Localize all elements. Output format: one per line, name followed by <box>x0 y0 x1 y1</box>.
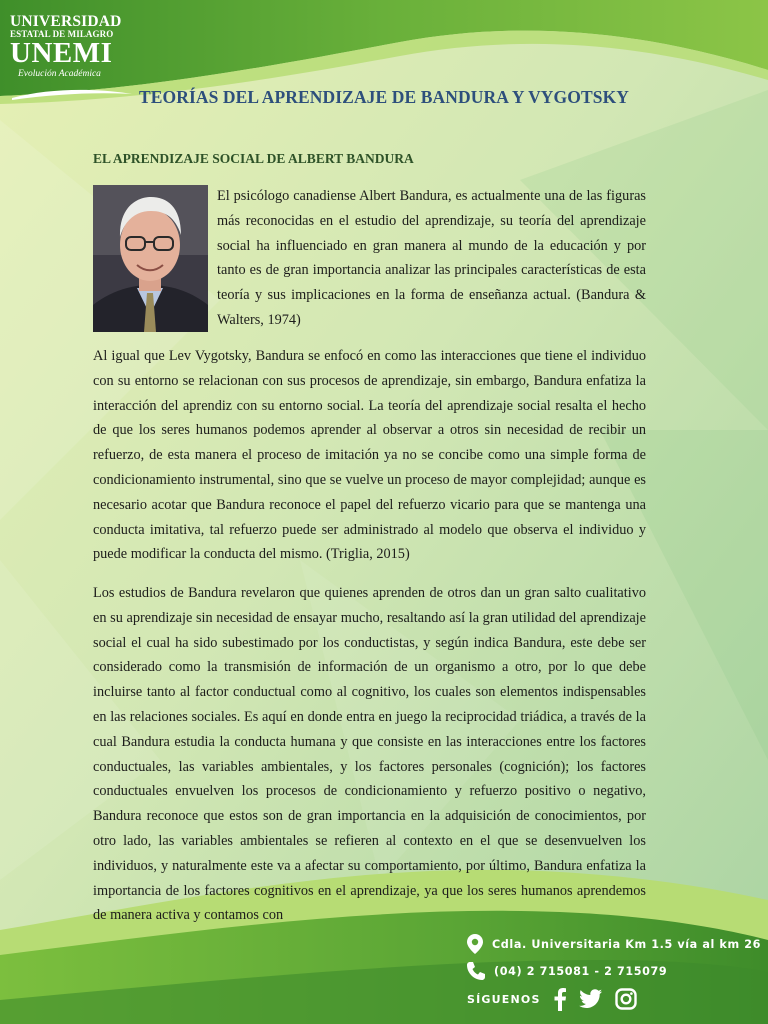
footer-address <box>466 933 761 955</box>
section-heading: EL APRENDIZAJE SOCIAL DE ALBERT BANDURA <box>93 151 414 166</box>
location-pin-icon <box>466 933 484 955</box>
twitter-icon[interactable] <box>579 989 603 1009</box>
footer-phone-text: (04) 2 715081 - 2 715079 <box>494 964 668 978</box>
footer-social-label: SÍGUENOS <box>467 992 541 1006</box>
footer-phone <box>466 961 667 981</box>
document-title: TEORÍAS DEL APRENDIZAJE DE BANDURA Y VYGOTSKY <box>138 87 630 107</box>
logo-line-estatal: ESTATAL DE MILAGRO <box>10 29 114 39</box>
facebook-icon[interactable] <box>553 987 567 1011</box>
portrait-icon <box>93 185 208 332</box>
instagram-icon[interactable] <box>615 988 637 1010</box>
unemi-logo <box>10 14 130 79</box>
footer-social <box>467 987 649 1011</box>
logo-line-unemi: UNEMI <box>10 37 113 69</box>
logo-slogan: Evolución Académica <box>18 69 101 79</box>
logo-line-universidad: UNIVERSIDAD <box>10 13 122 30</box>
albert-bandura-photo <box>93 185 208 332</box>
footer-address-text: Cdla. Universitaria Km 1.5 vía al km 26 <box>492 937 761 951</box>
phone-icon <box>466 961 486 981</box>
paragraph-bandura-studies: Los estudios de Bandura revelaron que quienes aprenden de otros dan un gran salto cualitativo en su aprendizaje sin necesidad de ensayar mucho, resaltando así la gran utilidad del aprendizaje social el cual ha sido subestimado por los conductistas, y según indica Bandura, este debe ser considerado como la transmisión de información de un organismo a otro, por lo que debe incluirse tanto al factor conductual como al cognitivo, los cuales son elementos indispensables en las relaciones sociales. Es aquí en donde entra en juego la reciprocidad triádica, a través de la cual Bandura estudia la conducta humana y que consiste en las interacciones entre los factores conductuales, las variables ambientales, y los factores personales (cognición); los factores conductuales envuelven los procesos de condicionamiento y refuerzo positivo o negativo, Bandura reconoce que estos son de gran importancia en la adquisición de conocimientos, por otro lado, las variables ambientales se refieren al contexto en el que se desenvuelven los individuos, y naturalmente este va a afectar su comportamiento, por último, Bandura enfatiza la importancia de los factores cognitivos en el aprendizaje, ya que los seres humanos aprendemos de manera activa y contamos con <box>93 585 646 924</box>
paragraph-intro: El psicólogo canadiense Albert Bandura, es actualmente una de las figuras más reconocidas en el estudio del aprendizaje, su teoría del aprendizaje social ha influenciado en gran manera al mundo de la educación y por tanto es de gran importancia analizar las principales características de esta teoría y sus implicaciones en la forma de enseñanza actual. (Bandura & Walters, 1974) <box>217 188 646 328</box>
paragraph-social-learning: Al igual que Lev Vygotsky, Bandura se enfocó en como las interacciones que tiene el individuo con su entorno se relacionan con sus procesos de aprendizaje, sin embargo, Bandura enfatiza la interacción del aprendiz con su entorno social. La teoría del aprendizaje social resalta el hecho de que los seres humanos podemos aprender al observar a otros sin necesidad de recibir un refuerzo, de esta manera el proceso de imitación ya no se concibe como una simple forma de condicionamiento instrumental, sino que se vuelve un proceso de mayor complejidad; aunque es necesario acotar que Bandura reconoce el papel del refuerzo vicario para que se mantenga una conducta imitativa, tal refuerzo puede ser administrado al modelo que observa el individuo y puede modificar la conducta del mismo. (Triglia, 2015) <box>93 348 646 563</box>
